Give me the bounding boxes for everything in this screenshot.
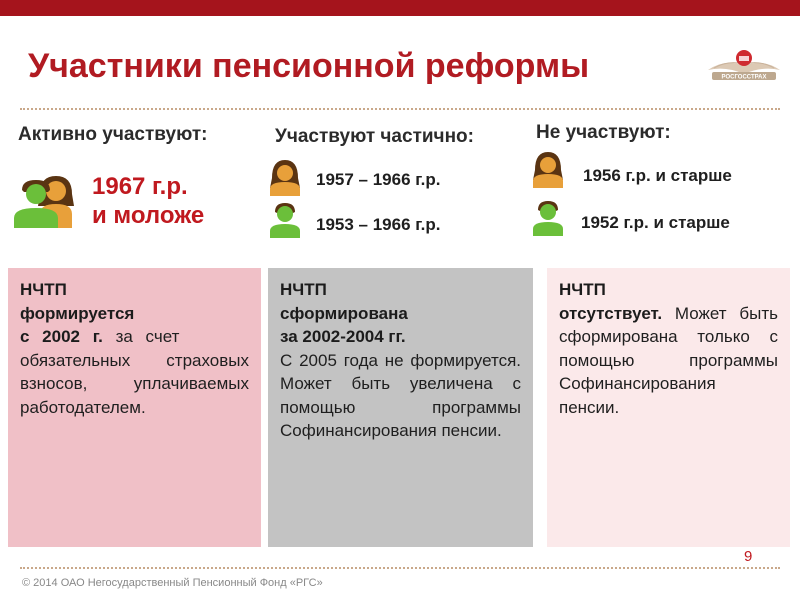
page-title: Участники пенсионной реформы bbox=[28, 47, 590, 85]
box-none-text: Может быть сформирована только с помощью программы Софинансирования пенсии. bbox=[559, 303, 778, 417]
box-active-line3-rest: за счет bbox=[115, 327, 180, 346]
years-none-male: 1952 г.р. и старше bbox=[581, 213, 730, 232]
years-active-line2: и моложе bbox=[92, 202, 205, 229]
info-box-partial bbox=[268, 268, 533, 547]
box-active-line2: формируется bbox=[20, 303, 135, 323]
box-partial-line2: сформирована bbox=[280, 303, 408, 323]
box-none-absent: отсутствует. bbox=[559, 303, 663, 323]
box-partial-line1: НЧТП bbox=[280, 280, 327, 299]
top-bar bbox=[0, 0, 800, 16]
footer-copyright: © 2014 ОАО Негосударственный Пенсионный Фонд «РГС» bbox=[22, 577, 323, 589]
divider-top bbox=[20, 108, 780, 110]
female-icon bbox=[268, 158, 302, 196]
female-icon bbox=[531, 150, 565, 188]
years-partial-male: 1953 – 1966 г.р. bbox=[316, 215, 441, 234]
male-icon bbox=[531, 198, 565, 236]
years-partial-female: 1957 – 1966 г.р. bbox=[316, 170, 441, 189]
heading-partial: Участвуют частично: bbox=[275, 126, 474, 147]
box-active-text: обязательных страховых взносов, уплачиваемых работодателем. bbox=[20, 350, 249, 417]
box-active-since: с 2002 г. bbox=[20, 327, 103, 346]
rosgosstrakh-logo bbox=[706, 44, 782, 84]
heading-none: Не участвуют: bbox=[536, 122, 671, 143]
male-icon bbox=[268, 200, 302, 238]
heading-active: Активно участвуют: bbox=[18, 124, 208, 145]
years-none-female: 1956 г.р. и старше bbox=[583, 166, 732, 185]
info-box-active bbox=[8, 268, 261, 547]
logo-text: РОСГОССТРАХ bbox=[721, 74, 767, 81]
page-number: 9 bbox=[744, 548, 753, 565]
box-none-line1: НЧТП bbox=[559, 280, 606, 299]
people-group-icon bbox=[10, 172, 80, 228]
divider-bottom bbox=[20, 567, 780, 569]
box-partial-line3: за 2002-2004 гг. bbox=[280, 327, 406, 346]
box-none-body bbox=[559, 302, 778, 420]
years-active-line1: 1967 г.р. bbox=[92, 173, 188, 200]
box-partial-text: С 2005 года не формируется. Может быть увеличена с помощью программы Софинансирования пенсии. bbox=[280, 350, 521, 440]
info-box-none bbox=[547, 268, 790, 547]
box-active-line1: НЧТП bbox=[20, 280, 67, 299]
box-active-line3 bbox=[20, 325, 249, 349]
